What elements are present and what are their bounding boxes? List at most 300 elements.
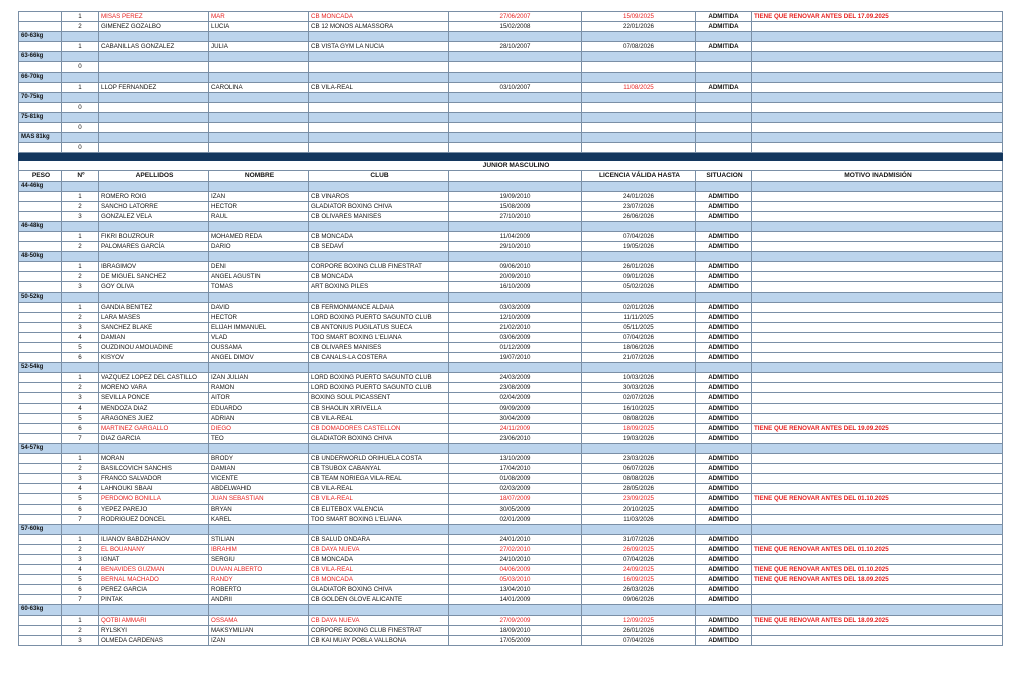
motivo-cell — [752, 534, 1003, 544]
apellidos-cell: GANDIA BENITEZ — [99, 302, 209, 312]
club-cell: LORD BOXING PUERTO SAGUNTO CLUB — [309, 373, 449, 383]
club-cell: CB TSUBOX CABANYAL — [309, 464, 449, 474]
nombre-cell: OSSAMA — [209, 615, 309, 625]
peso-cell — [19, 554, 62, 564]
table-row — [19, 393, 1003, 403]
weight-class-label: 70-75kg — [19, 92, 62, 102]
weight-class-label: 46-48kg — [19, 221, 62, 231]
motivo-cell — [752, 474, 1003, 484]
weight-class-row — [19, 524, 1003, 534]
table-row — [19, 565, 1003, 575]
peso-cell — [19, 383, 62, 393]
fecha-cell: 19/09/2010 — [449, 191, 582, 201]
band-cell — [99, 363, 209, 373]
nombre-cell: MAKSYMILIAN — [209, 625, 309, 635]
apellidos-cell: IGNAT — [99, 554, 209, 564]
num-cell: 7 — [62, 595, 99, 605]
club-cell: CORPORE BOXING CLUB FINESTRAT — [309, 625, 449, 635]
peso-cell — [19, 585, 62, 595]
table-row — [19, 514, 1003, 524]
band-cell — [752, 524, 1003, 534]
motivo-cell — [752, 262, 1003, 272]
header-nombre: NOMBRE — [209, 171, 309, 181]
fecha-cell: 03/06/2009 — [449, 332, 582, 342]
band-cell — [209, 52, 309, 62]
licencia-cell: 24/09/2025 — [582, 565, 696, 575]
fecha-cell: 29/10/2010 — [449, 242, 582, 252]
motivo-cell — [752, 191, 1003, 201]
motivo-cell — [752, 102, 1003, 112]
num-cell: 3 — [62, 282, 99, 292]
weight-class-row — [19, 112, 1003, 122]
apellidos-cell: OUZDINOU AMOUADINE — [99, 343, 209, 353]
peso-cell — [19, 211, 62, 221]
licencia-cell: 11/03/2026 — [582, 514, 696, 524]
fecha-cell: 11/04/2009 — [449, 231, 582, 241]
motivo-cell: TIENE QUE RENOVAR ANTES DEL 01.10.2025 — [752, 544, 1003, 554]
band-cell — [696, 72, 752, 82]
fecha-cell: 24/01/2010 — [449, 534, 582, 544]
nombre-cell: JULIA — [209, 42, 309, 52]
peso-cell — [19, 201, 62, 211]
club-cell: CB OLIVARES MANISES — [309, 343, 449, 353]
licencia-cell: 09/06/2026 — [582, 595, 696, 605]
band-cell — [752, 112, 1003, 122]
licencia-cell: 05/02/2026 — [582, 282, 696, 292]
band-cell — [752, 292, 1003, 302]
weight-class-row — [19, 72, 1003, 82]
band-cell — [752, 605, 1003, 615]
fecha-cell — [449, 123, 582, 133]
situacion-cell: ADMITIDO — [696, 433, 752, 443]
band-cell — [449, 443, 582, 453]
band-cell — [62, 32, 99, 42]
band-cell — [62, 112, 99, 122]
club-cell: CB GOLDEN GLOVE ALICANTE — [309, 595, 449, 605]
club-cell: CB DAYA NUEVA — [309, 544, 449, 554]
fecha-cell: 18/09/2010 — [449, 625, 582, 635]
num-cell: 6 — [62, 423, 99, 433]
apellidos-cell: YEPEZ PAREJO — [99, 504, 209, 514]
num-cell: 3 — [62, 393, 99, 403]
apellidos-cell: MISAS PEREZ — [99, 12, 209, 22]
fecha-cell: 15/02/2008 — [449, 22, 582, 32]
fecha-cell: 24/10/2010 — [449, 554, 582, 564]
apellidos-cell: GIMENEZ GOZALBO — [99, 22, 209, 32]
num-cell: 0 — [62, 102, 99, 112]
club-cell — [309, 123, 449, 133]
weight-class-row — [19, 32, 1003, 42]
peso-cell — [19, 332, 62, 342]
situacion-cell: ADMITIDO — [696, 625, 752, 635]
motivo-cell: TIENE QUE RENOVAR ANTES DEL 18.09.2025 — [752, 615, 1003, 625]
band-cell — [449, 133, 582, 143]
licencia-cell: 31/07/2026 — [582, 534, 696, 544]
licencia-cell — [582, 143, 696, 153]
weight-class-label: 50-52kg — [19, 292, 62, 302]
band-cell — [696, 32, 752, 42]
band-cell — [449, 363, 582, 373]
situacion-cell: ADMITIDA — [696, 82, 752, 92]
band-cell — [99, 52, 209, 62]
motivo-cell — [752, 22, 1003, 32]
band-cell — [449, 72, 582, 82]
situacion-cell: ADMITIDO — [696, 464, 752, 474]
fecha-cell: 15/08/2009 — [449, 201, 582, 211]
fecha-cell: 27/09/2009 — [449, 615, 582, 625]
peso-cell — [19, 595, 62, 605]
peso-cell — [19, 615, 62, 625]
header-num: Nº — [62, 171, 99, 181]
motivo-cell — [752, 464, 1003, 474]
situacion-cell: ADMITIDO — [696, 494, 752, 504]
club-cell: CB VILA-REAL — [309, 565, 449, 575]
apellidos-cell: PALOMARES GARCÍA — [99, 242, 209, 252]
band-cell — [209, 524, 309, 534]
licencia-cell: 08/08/2026 — [582, 413, 696, 423]
peso-cell — [19, 575, 62, 585]
situacion-cell: ADMITIDO — [696, 231, 752, 241]
club-cell: CB MONCADA — [309, 554, 449, 564]
peso-cell — [19, 544, 62, 554]
situacion-cell: ADMITIDO — [696, 474, 752, 484]
band-cell — [309, 92, 449, 102]
band-cell — [696, 133, 752, 143]
apellidos-cell: SANCHEZ BLAKE — [99, 322, 209, 332]
club-cell: CB MONCADA — [309, 231, 449, 241]
band-cell — [696, 292, 752, 302]
band-cell — [309, 52, 449, 62]
situacion-cell — [696, 143, 752, 153]
band-cell — [309, 32, 449, 42]
band-cell — [62, 524, 99, 534]
licencia-cell: 16/10/2025 — [582, 403, 696, 413]
band-cell — [209, 92, 309, 102]
peso-cell — [19, 62, 62, 72]
num-cell: 6 — [62, 353, 99, 363]
club-cell: CB VINAROS — [309, 191, 449, 201]
weight-class-label: 44-46kg — [19, 181, 62, 191]
licencia-cell: 08/08/2026 — [582, 474, 696, 484]
band-cell — [449, 292, 582, 302]
band-cell — [309, 133, 449, 143]
band-cell — [62, 221, 99, 231]
club-cell: BOXING SOUL PICASSENT — [309, 393, 449, 403]
band-cell — [99, 133, 209, 143]
band-cell — [99, 524, 209, 534]
nombre-cell: ELIJAH IMMANUEL — [209, 322, 309, 332]
fecha-cell: 23/08/2009 — [449, 383, 582, 393]
nombre-cell — [209, 62, 309, 72]
licencia-cell: 12/09/2025 — [582, 615, 696, 625]
fecha-cell: 04/06/2009 — [449, 565, 582, 575]
licencia-cell: 26/09/2025 — [582, 544, 696, 554]
table-row — [19, 282, 1003, 292]
band-cell — [209, 363, 309, 373]
apellidos-cell: LLOP FERNANDEZ — [99, 82, 209, 92]
weight-class-label: 48-50kg — [19, 252, 62, 262]
num-cell: 2 — [62, 22, 99, 32]
motivo-cell — [752, 635, 1003, 645]
column-headers — [19, 171, 1003, 181]
apellidos-cell — [99, 102, 209, 112]
table-row — [19, 625, 1003, 635]
club-cell: CB VISTA GYM LA NUCIA — [309, 42, 449, 52]
club-cell: TOO SMART BOXING L'ELIANA — [309, 332, 449, 342]
nombre-cell: DENI — [209, 262, 309, 272]
header-club: CLUB — [309, 171, 449, 181]
num-cell: 5 — [62, 343, 99, 353]
situacion-cell: ADMITIDO — [696, 413, 752, 423]
band-cell — [696, 92, 752, 102]
fecha-cell: 02/04/2009 — [449, 393, 582, 403]
band-cell — [752, 52, 1003, 62]
table-row — [19, 353, 1003, 363]
peso-cell — [19, 373, 62, 383]
band-cell — [582, 443, 696, 453]
num-cell: 1 — [62, 231, 99, 241]
band-cell — [696, 52, 752, 62]
apellidos-cell: ROMERO ROIG — [99, 191, 209, 201]
licencia-cell — [582, 123, 696, 133]
nombre-cell: VICENTE — [209, 474, 309, 484]
band-cell — [99, 252, 209, 262]
apellidos-cell: CABANILLAS GONZALEZ — [99, 42, 209, 52]
apellidos-cell: OLMEDA CARDENAS — [99, 635, 209, 645]
situacion-cell: ADMITIDO — [696, 383, 752, 393]
peso-cell — [19, 22, 62, 32]
club-cell: CB MONCADA — [309, 575, 449, 585]
situacion-cell: ADMITIDO — [696, 262, 752, 272]
table-row — [19, 554, 1003, 564]
licencia-cell — [582, 62, 696, 72]
band-cell — [752, 252, 1003, 262]
licencia-cell: 11/11/2025 — [582, 312, 696, 322]
licencia-cell: 21/07/2026 — [582, 353, 696, 363]
num-cell: 1 — [62, 191, 99, 201]
apellidos-cell: BENAVIDES GUZMAN — [99, 565, 209, 575]
motivo-cell — [752, 383, 1003, 393]
fecha-cell: 03/03/2009 — [449, 302, 582, 312]
motivo-cell — [752, 242, 1003, 252]
apellidos-cell: ILIANOV BABDZHANOV — [99, 534, 209, 544]
situacion-cell: ADMITIDO — [696, 575, 752, 585]
band-cell — [752, 181, 1003, 191]
band-cell — [62, 443, 99, 453]
peso-cell — [19, 494, 62, 504]
licencia-cell: 28/05/2026 — [582, 484, 696, 494]
club-cell: CB VILA-REAL — [309, 413, 449, 423]
num-cell: 3 — [62, 635, 99, 645]
band-cell — [209, 292, 309, 302]
motivo-cell — [752, 282, 1003, 292]
situacion-cell: ADMITIDO — [696, 191, 752, 201]
motivo-cell — [752, 332, 1003, 342]
peso-cell — [19, 433, 62, 443]
band-cell — [696, 112, 752, 122]
motivo-cell — [752, 312, 1003, 322]
fecha-cell: 02/01/2009 — [449, 514, 582, 524]
num-cell: 3 — [62, 322, 99, 332]
weight-class-row — [19, 605, 1003, 615]
nombre-cell: IZAN — [209, 191, 309, 201]
licencia-cell: 15/09/2025 — [582, 12, 696, 22]
licencia-cell: 10/03/2026 — [582, 373, 696, 383]
club-cell: CB MONCADA — [309, 272, 449, 282]
num-cell: 4 — [62, 403, 99, 413]
fecha-cell: 09/09/2009 — [449, 403, 582, 413]
num-cell: 1 — [62, 42, 99, 52]
peso-cell — [19, 413, 62, 423]
band-cell — [309, 524, 449, 534]
apellidos-cell: PERDOMO BONILLA — [99, 494, 209, 504]
club-cell: CB ANTONIUS PUGILATUS SUECA — [309, 322, 449, 332]
apellidos-cell: IBRAGIMOV — [99, 262, 209, 272]
band-cell — [209, 133, 309, 143]
band-cell — [449, 112, 582, 122]
table-row — [19, 62, 1003, 72]
band-cell — [209, 32, 309, 42]
band-cell — [62, 292, 99, 302]
situacion-cell: ADMITIDO — [696, 312, 752, 322]
apellidos-cell: GONZALEZ VELA — [99, 211, 209, 221]
fecha-cell: 23/06/2010 — [449, 433, 582, 443]
apellidos-cell: PEREZ GARCIA — [99, 585, 209, 595]
table-row — [19, 474, 1003, 484]
peso-cell — [19, 484, 62, 494]
apellidos-cell: ARAGONES JUEZ — [99, 413, 209, 423]
licencia-cell: 23/07/2026 — [582, 201, 696, 211]
fecha-cell: 03/10/2007 — [449, 82, 582, 92]
nombre-cell: BRODY — [209, 454, 309, 464]
band-cell — [449, 524, 582, 534]
weight-class-label: 52-54kg — [19, 363, 62, 373]
results-table — [18, 11, 1003, 646]
band-cell — [209, 72, 309, 82]
band-cell — [62, 72, 99, 82]
band-cell — [99, 605, 209, 615]
num-cell: 2 — [62, 242, 99, 252]
peso-cell — [19, 474, 62, 484]
situacion-cell: ADMITIDO — [696, 635, 752, 645]
fecha-cell: 28/10/2007 — [449, 42, 582, 52]
peso-cell — [19, 262, 62, 272]
situacion-cell: ADMITIDO — [696, 242, 752, 252]
weight-class-label: 57-60kg — [19, 524, 62, 534]
band-cell — [696, 181, 752, 191]
section-header — [19, 153, 1003, 181]
situacion-cell: ADMITIDO — [696, 454, 752, 464]
band-cell — [582, 292, 696, 302]
header-licencia: LICENCIA VÁLIDA HASTA — [582, 171, 696, 181]
table-row — [19, 373, 1003, 383]
fecha-cell: 19/07/2010 — [449, 353, 582, 363]
num-cell: 1 — [62, 615, 99, 625]
nombre-cell: RAMON — [209, 383, 309, 393]
table-row — [19, 403, 1003, 413]
motivo-cell — [752, 373, 1003, 383]
table-row — [19, 143, 1003, 153]
table-row — [19, 635, 1003, 645]
num-cell: 2 — [62, 464, 99, 474]
apellidos-cell: VAZQUEZ LOPEZ DEL CASTILLO — [99, 373, 209, 383]
club-cell: GLADIATOR BOXING CHIVA — [309, 585, 449, 595]
weight-class-row — [19, 52, 1003, 62]
band-cell — [62, 181, 99, 191]
fecha-cell: 17/04/2010 — [449, 464, 582, 474]
situacion-cell: ADMITIDO — [696, 544, 752, 554]
nombre-cell: SERGIU — [209, 554, 309, 564]
fecha-cell: 16/10/2009 — [449, 282, 582, 292]
band-cell — [99, 32, 209, 42]
situacion-cell: ADMITIDO — [696, 211, 752, 221]
table-row — [19, 595, 1003, 605]
situacion-cell: ADMITIDO — [696, 322, 752, 332]
fecha-cell: 27/02/2010 — [449, 544, 582, 554]
num-cell: 5 — [62, 575, 99, 585]
situacion-cell: ADMITIDO — [696, 343, 752, 353]
situacion-cell: ADMITIDO — [696, 272, 752, 282]
table-row — [19, 322, 1003, 332]
motivo-cell — [752, 514, 1003, 524]
band-cell — [209, 605, 309, 615]
weight-class-row — [19, 443, 1003, 453]
table-row — [19, 504, 1003, 514]
nombre-cell: DUVAN ALBERTO — [209, 565, 309, 575]
motivo-cell — [752, 82, 1003, 92]
club-cell — [309, 143, 449, 153]
table-row — [19, 22, 1003, 32]
apellidos-cell: LARA MASES — [99, 312, 209, 322]
band-cell — [582, 32, 696, 42]
band-cell — [449, 252, 582, 262]
apellidos-cell: MENDOZA DIAZ — [99, 403, 209, 413]
header-motivo: MOTIVO INADMISIÓN — [752, 171, 1003, 181]
peso-cell — [19, 302, 62, 312]
licencia-cell: 26/06/2026 — [582, 211, 696, 221]
table-row — [19, 484, 1003, 494]
num-cell: 2 — [62, 272, 99, 282]
female-block — [19, 12, 1003, 153]
nombre-cell: ADRIAN — [209, 413, 309, 423]
fecha-cell: 27/06/2007 — [449, 12, 582, 22]
table-row — [19, 383, 1003, 393]
weight-class-label: 66-70kg — [19, 72, 62, 82]
peso-cell — [19, 82, 62, 92]
situacion-cell — [696, 102, 752, 112]
peso-cell — [19, 514, 62, 524]
licencia-cell: 02/01/2026 — [582, 302, 696, 312]
band-cell — [62, 252, 99, 262]
fecha-cell: 21/02/2010 — [449, 322, 582, 332]
situacion-cell: ADMITIDA — [696, 12, 752, 22]
fecha-cell: 20/09/2010 — [449, 272, 582, 282]
num-cell: 2 — [62, 383, 99, 393]
peso-cell — [19, 423, 62, 433]
apellidos-cell: LAHNOUKI SBAAI — [99, 484, 209, 494]
band-cell — [62, 52, 99, 62]
table-row — [19, 201, 1003, 211]
motivo-cell — [752, 62, 1003, 72]
band-cell — [582, 363, 696, 373]
num-cell: 0 — [62, 123, 99, 133]
nombre-cell: VLAD — [209, 332, 309, 342]
band-cell — [99, 72, 209, 82]
num-cell: 1 — [62, 373, 99, 383]
table-row — [19, 242, 1003, 252]
num-cell: 1 — [62, 82, 99, 92]
junior-block — [19, 181, 1003, 645]
